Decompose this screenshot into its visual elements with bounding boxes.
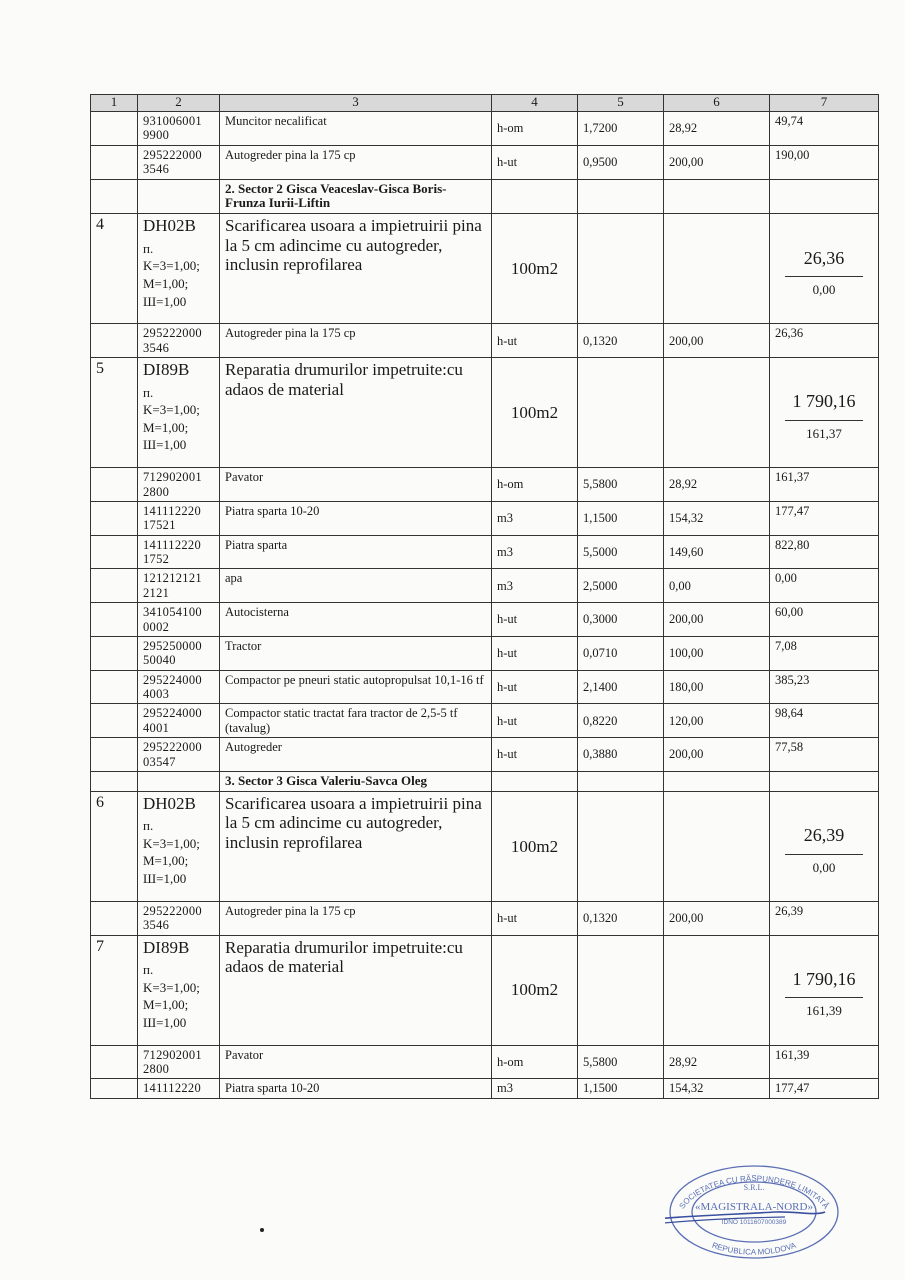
- resource-price: 200,00: [664, 901, 770, 935]
- empty-cell: [578, 771, 664, 791]
- ink-dot: [260, 1228, 264, 1232]
- resource-price: 200,00: [664, 738, 770, 772]
- total-divider: [785, 420, 863, 421]
- resource-code: 712902001 2800: [138, 1045, 220, 1079]
- resource-name: Autogreder: [220, 738, 492, 772]
- resource-row: [91, 603, 879, 637]
- resource-name: Tractor: [220, 636, 492, 670]
- item-description: Reparatia drumurilor impetruite:cu adaos de material: [220, 935, 492, 1045]
- empty-cell: [578, 935, 664, 1045]
- item-unit: 100m2: [492, 358, 578, 468]
- resource-code: 295222000 3546: [138, 901, 220, 935]
- resource-price: 200,00: [664, 145, 770, 179]
- resource-unit: h-om: [492, 112, 578, 146]
- col-header: 5: [578, 95, 664, 112]
- col-header: 3: [220, 95, 492, 112]
- row-number: [91, 324, 138, 358]
- resource-total: 98,64: [770, 704, 879, 738]
- resource-unit: h-ut: [492, 603, 578, 637]
- resource-unit: m3: [492, 1079, 578, 1098]
- item-coefficient: M=1,00;: [143, 997, 189, 1013]
- item-coefficient: Ш=1,00: [143, 293, 187, 309]
- item-coefficient: M=1,00;: [143, 419, 189, 435]
- item-coefficient: M=1,00;: [143, 853, 189, 869]
- item-total: 1 790,16: [792, 391, 856, 412]
- header-row: [91, 95, 879, 112]
- col-header: 4: [492, 95, 578, 112]
- stamp-company: «MAGISTRALA-NORD»: [695, 1201, 813, 1213]
- item-coefficient: K=3=1,00;: [143, 835, 200, 851]
- item-labour-total: 0,00: [812, 282, 836, 298]
- resource-row: [91, 1079, 879, 1098]
- row-number: [91, 569, 138, 603]
- item-coefficient: п.: [143, 962, 154, 978]
- row-number: [91, 179, 138, 214]
- resource-total: 177,47: [770, 501, 879, 535]
- item-norm-cell: [138, 358, 220, 468]
- item-labour-total: 161,37: [806, 426, 842, 441]
- resource-price: 200,00: [664, 324, 770, 358]
- row-number: [91, 603, 138, 637]
- stamp-idno: IDNO 1011607000389: [721, 1219, 787, 1226]
- sector-row: [91, 179, 879, 214]
- item-coefficient: Ш=1,00: [143, 437, 187, 453]
- resource-total: 0,00: [770, 569, 879, 603]
- resource-qty: 5,5800: [578, 468, 664, 502]
- resource-total: 385,23: [770, 670, 879, 704]
- resource-row: [91, 1045, 879, 1079]
- resource-row: [91, 145, 879, 179]
- resource-name: Piatra sparta 10-20: [220, 1079, 492, 1098]
- resource-price: 0,00: [664, 569, 770, 603]
- empty-cell: [492, 179, 578, 214]
- resource-total: 49,74: [770, 112, 879, 146]
- resource-price: 154,32: [664, 1079, 770, 1098]
- resource-unit: h-ut: [492, 145, 578, 179]
- resource-total: 161,37: [770, 468, 879, 502]
- row-number: [91, 704, 138, 738]
- resource-row: [91, 738, 879, 772]
- resource-unit: m3: [492, 569, 578, 603]
- row-number: [91, 1045, 138, 1079]
- empty-cell: [664, 791, 770, 901]
- resource-code: 295222000 3546: [138, 324, 220, 358]
- resource-total: 60,00: [770, 603, 879, 637]
- resource-price: 154,32: [664, 501, 770, 535]
- item-description: Scarificarea usoara a impietruirii pina la 5 cm adincime cu autogreder, inclusin reprofilarea: [220, 214, 492, 324]
- resource-unit: h-ut: [492, 704, 578, 738]
- resource-qty: 0,0710: [578, 636, 664, 670]
- row-number: [91, 535, 138, 569]
- row-number: [91, 112, 138, 146]
- row-code: [138, 771, 220, 791]
- resource-code: 712902001 2800: [138, 468, 220, 502]
- resource-unit: h-ut: [492, 324, 578, 358]
- row-number: [91, 501, 138, 535]
- work-item-row: [91, 358, 879, 468]
- item-coefficient: п.: [143, 240, 154, 256]
- resource-unit: h-ut: [492, 738, 578, 772]
- empty-cell: [578, 179, 664, 214]
- resource-price: 200,00: [664, 603, 770, 637]
- work-item-row: [91, 791, 879, 901]
- resource-code: 295224000 4003: [138, 670, 220, 704]
- item-number: 7: [91, 935, 138, 1045]
- item-description: Reparatia drumurilor impetruite:cu adaos de material: [220, 358, 492, 468]
- item-total-cell: [770, 214, 879, 324]
- estimate-table: [90, 94, 879, 1099]
- stamp-ring-bottom: REPUBLICA MOLDOVA: [710, 1240, 798, 1257]
- row-number: [91, 771, 138, 791]
- resource-code: 141112220 17521: [138, 501, 220, 535]
- resource-name: Compactor pe pneuri static autopropulsat 10,1-16 tf: [220, 670, 492, 704]
- resource-unit: h-ut: [492, 636, 578, 670]
- col-header: 1: [91, 95, 138, 112]
- resource-row: [91, 468, 879, 502]
- col-header: 7: [770, 95, 879, 112]
- resource-total: 190,00: [770, 145, 879, 179]
- item-total-cell: [770, 935, 879, 1045]
- resource-total: 822,80: [770, 535, 879, 569]
- row-number: [91, 901, 138, 935]
- resource-unit: h-om: [492, 1045, 578, 1079]
- resource-row: [91, 901, 879, 935]
- resource-qty: 0,3000: [578, 603, 664, 637]
- resource-qty: 1,7200: [578, 112, 664, 146]
- resource-total: 26,39: [770, 901, 879, 935]
- sector-title: 3. Sector 3 Gisca Valeriu-Savca Oleg: [220, 771, 492, 791]
- empty-cell: [492, 771, 578, 791]
- resource-row: [91, 324, 879, 358]
- empty-cell: [578, 791, 664, 901]
- row-number: [91, 1079, 138, 1098]
- svg-text:REPUBLICA MOLDOVA: [711, 1240, 798, 1256]
- empty-cell: [664, 179, 770, 214]
- item-norm-cell: [138, 214, 220, 324]
- item-norm-code: DI89B: [143, 360, 190, 380]
- resource-code: 341054100 0002: [138, 603, 220, 637]
- item-coefficient: Ш=1,00: [143, 871, 187, 886]
- resource-code: 141112220 1752: [138, 535, 220, 569]
- item-unit: 100m2: [492, 214, 578, 324]
- resource-row: [91, 704, 879, 738]
- item-unit: 100m2: [492, 935, 578, 1045]
- item-number: 4: [91, 214, 138, 324]
- resource-name: Autogreder pina la 175 cp: [220, 901, 492, 935]
- sector-title: 2. Sector 2 Gisca Veaceslav-Gisca Boris-Frunza Iurii-Liftin: [220, 179, 492, 214]
- empty-cell: [664, 935, 770, 1045]
- resource-unit: h-ut: [492, 670, 578, 704]
- item-labour-total: 0,00: [812, 859, 836, 875]
- empty-cell: [664, 771, 770, 791]
- resource-qty: 5,5800: [578, 1045, 664, 1079]
- resource-code: 295224000 4001: [138, 704, 220, 738]
- resource-qty: 1,1500: [578, 1079, 664, 1098]
- resource-unit: m3: [492, 535, 578, 569]
- item-norm-code: DI89B: [143, 937, 190, 957]
- resource-price: 28,92: [664, 468, 770, 502]
- resource-code: 295222000 3546: [138, 145, 220, 179]
- resource-code: 121212121 2121: [138, 569, 220, 603]
- resource-row: [91, 670, 879, 704]
- resource-qty: 2,5000: [578, 569, 664, 603]
- resource-name: Compactor static tractat fara tractor de 2,5-5 tf (tavalug): [220, 704, 492, 738]
- item-coefficient: Ш=1,00: [143, 1014, 187, 1030]
- item-coefficient: K=3=1,00;: [143, 258, 200, 274]
- item-coefficient: K=3=1,00;: [143, 979, 200, 995]
- resource-unit: h-om: [492, 468, 578, 502]
- resource-name: apa: [220, 569, 492, 603]
- resource-name: Piatra sparta 10-20: [220, 501, 492, 535]
- resource-name: Muncitor necalificat: [220, 112, 492, 146]
- resource-name: Autogreder pina la 175 cp: [220, 324, 492, 358]
- empty-cell: [770, 771, 879, 791]
- work-item-row: [91, 214, 879, 324]
- item-unit: 100m2: [492, 791, 578, 901]
- resource-name: Autocisterna: [220, 603, 492, 637]
- total-divider: [785, 276, 863, 277]
- resource-total: 161,39: [770, 1045, 879, 1079]
- item-norm-code: DH02B: [143, 216, 196, 236]
- item-number: 5: [91, 358, 138, 468]
- resource-name: Piatra sparta: [220, 535, 492, 569]
- resource-qty: 1,1500: [578, 501, 664, 535]
- row-number: [91, 636, 138, 670]
- item-coefficient: K=3=1,00;: [143, 402, 200, 418]
- resource-row: [91, 501, 879, 535]
- col-header: 6: [664, 95, 770, 112]
- item-total-cell: [770, 358, 879, 468]
- resource-qty: 2,1400: [578, 670, 664, 704]
- company-stamp: [665, 1160, 843, 1260]
- resource-name: Pavator: [220, 468, 492, 502]
- sector-row: [91, 771, 879, 791]
- resource-name: Pavator: [220, 1045, 492, 1079]
- table-body: [91, 112, 879, 1099]
- resource-price: 149,60: [664, 535, 770, 569]
- empty-cell: [664, 214, 770, 324]
- resource-qty: 0,1320: [578, 324, 664, 358]
- item-norm-code: DH02B: [143, 793, 196, 813]
- resource-name: Autogreder pina la 175 cp: [220, 145, 492, 179]
- resource-code: 141112220: [138, 1079, 220, 1098]
- item-coefficient: п.: [143, 818, 154, 834]
- resource-price: 28,92: [664, 112, 770, 146]
- resource-unit: m3: [492, 501, 578, 535]
- resource-total: 77,58: [770, 738, 879, 772]
- resource-row: [91, 535, 879, 569]
- stamp-ring-top: SOCIETATEA CU RĂSPUNDERE LIMITATĂ: [677, 1174, 831, 1211]
- col-header: 2: [138, 95, 220, 112]
- resource-price: 100,00: [664, 636, 770, 670]
- resource-total: 177,47: [770, 1079, 879, 1098]
- row-number: [91, 670, 138, 704]
- row-number: [91, 145, 138, 179]
- row-number: [91, 468, 138, 502]
- resource-price: 180,00: [664, 670, 770, 704]
- item-norm-cell: [138, 935, 220, 1045]
- resource-qty: 0,8220: [578, 704, 664, 738]
- resource-code: 295250000 50040: [138, 636, 220, 670]
- item-total: 1 790,16: [792, 968, 856, 989]
- empty-cell: [578, 214, 664, 324]
- work-item-row: [91, 935, 879, 1045]
- resource-qty: 0,9500: [578, 145, 664, 179]
- item-norm-cell: [138, 791, 220, 901]
- empty-cell: [578, 358, 664, 468]
- stamp-srl: S.R.L.: [743, 1183, 765, 1192]
- total-divider: [785, 854, 863, 855]
- item-labour-total: 161,39: [806, 1003, 842, 1019]
- resource-price: 28,92: [664, 1045, 770, 1079]
- resource-total: 26,36: [770, 324, 879, 358]
- resource-row: [91, 636, 879, 670]
- row-code: [138, 179, 220, 214]
- row-number: [91, 738, 138, 772]
- resource-unit: h-ut: [492, 901, 578, 935]
- item-total-cell: [770, 791, 879, 901]
- resource-qty: 5,5000: [578, 535, 664, 569]
- empty-cell: [770, 179, 879, 214]
- empty-cell: [664, 358, 770, 468]
- resource-total: 7,08: [770, 636, 879, 670]
- item-total: 26,36: [803, 247, 845, 268]
- item-coefficient: п.: [143, 384, 154, 400]
- resource-row: [91, 569, 879, 603]
- resource-qty: 0,3880: [578, 738, 664, 772]
- resource-qty: 0,1320: [578, 901, 664, 935]
- resource-code: 931006001 9900: [138, 112, 220, 146]
- resource-code: 295222000 03547: [138, 738, 220, 772]
- item-number: 6: [91, 791, 138, 901]
- total-divider: [785, 997, 863, 998]
- item-total: 26,39: [803, 825, 845, 845]
- item-coefficient: M=1,00;: [143, 276, 189, 292]
- resource-price: 120,00: [664, 704, 770, 738]
- item-description: Scarificarea usoara a impietruirii pina la 5 cm adincime cu autogreder, inclusin reprofilarea: [220, 791, 492, 901]
- resource-row: [91, 112, 879, 146]
